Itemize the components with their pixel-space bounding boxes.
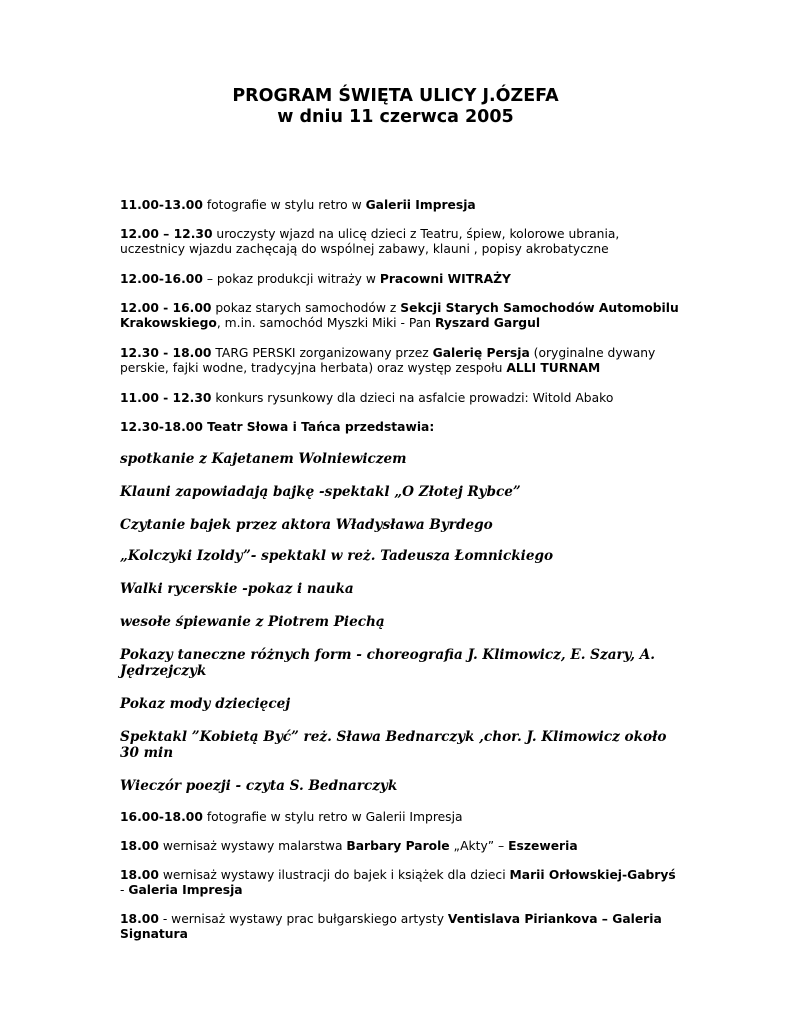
title-line-2: w dniu 11 czerwca 2005 <box>277 107 514 127</box>
performance-item: Spektakl ”Kobietą Być” reż. Sława Bednarczyk ,chor. J. Klimowicz około 30 min <box>120 729 667 761</box>
performance-item: Pokazy taneczne różnych form - choreografia J. Klimowicz, E. Szary, A. Jędrzejczyk <box>120 647 656 679</box>
schedule-item: 12.00 – 12.30 uroczysty wjazd na ulicę dzieci z Teatru, śpiew, kolorowe ubrania, uczestnicy wjazdu zachęcają do wspólnej zabawy, klauni , popisy akrobatyczne <box>120 227 620 256</box>
program-content <box>120 198 680 942</box>
document-title <box>0 86 791 128</box>
schedule-item: 12.30 - 18.00 TARG PERSKI zorganizowany przez Galerię Persja (oryginalne dywany perskie, fajki wodne, tradycyjna herbata) oraz występ zespołu ALLI TURNAM <box>120 346 656 375</box>
schedule-item: 12.00 - 16.00 pokaz starych samochodów z Sekcji Starych Samochodów Automobilu Krakowskiego, m.in. samochód Myszki Miki - Pan Ryszard Gargul <box>120 301 679 330</box>
schedule-item: 18.00 wernisaż wystawy malarstwa Barbary Parole „Akty” – Eszeweria <box>120 839 578 853</box>
performance-item: Walki rycerskie -pokaz i nauka <box>120 581 354 597</box>
performance-item: Wieczór poezji - czyta S. Bednarczyk <box>120 778 398 794</box>
title-line-1: PROGRAM ŚWIĘTA ULICY J.ÓZEFA <box>232 86 559 106</box>
performance-item: Czytanie bajek przez aktora Władysława Byrdego <box>120 517 493 533</box>
performance-item: wesołe śpiewanie z Piotrem Piechą <box>120 614 385 630</box>
theatre-heading: 12.30-18.00 Teatr Słowa i Tańca przedstawia: <box>120 420 435 434</box>
schedule-item: 11.00-13.00 fotografie w stylu retro w Galerii Impresja <box>120 198 476 212</box>
performance-item: spotkanie z Kajetanem Wolniewiczem <box>120 451 407 467</box>
schedule-item: 11.00 - 12.30 konkurs rysunkowy dla dzieci na asfalcie prowadzi: Witold Abako <box>120 391 614 405</box>
schedule-item: 12.00-16.00 – pokaz produkcji witraży w Pracowni WITRAŻY <box>120 272 511 286</box>
performance-item: Klauni zapowiadają bajkę -spektakl „O Złotej Rybce” <box>120 484 521 500</box>
performance-item: Pokaz mody dziecięcej <box>120 696 291 712</box>
schedule-item: 18.00 - wernisaż wystawy prac bułgarskiego artysty Ventislava Piriankova – Galeria Signatura <box>120 912 662 941</box>
performance-item: „Kolczyki Izoldy”- spektakl w reż. Tadeusza Łomnickiego <box>120 548 554 564</box>
schedule-item: 16.00-18.00 fotografie w stylu retro w Galerii Impresja <box>120 810 463 824</box>
schedule-item: 18.00 wernisaż wystawy ilustracji do bajek i książek dla dzieci Marii Orłowskiej-Gabryś - Galeria Impresja <box>120 868 676 897</box>
